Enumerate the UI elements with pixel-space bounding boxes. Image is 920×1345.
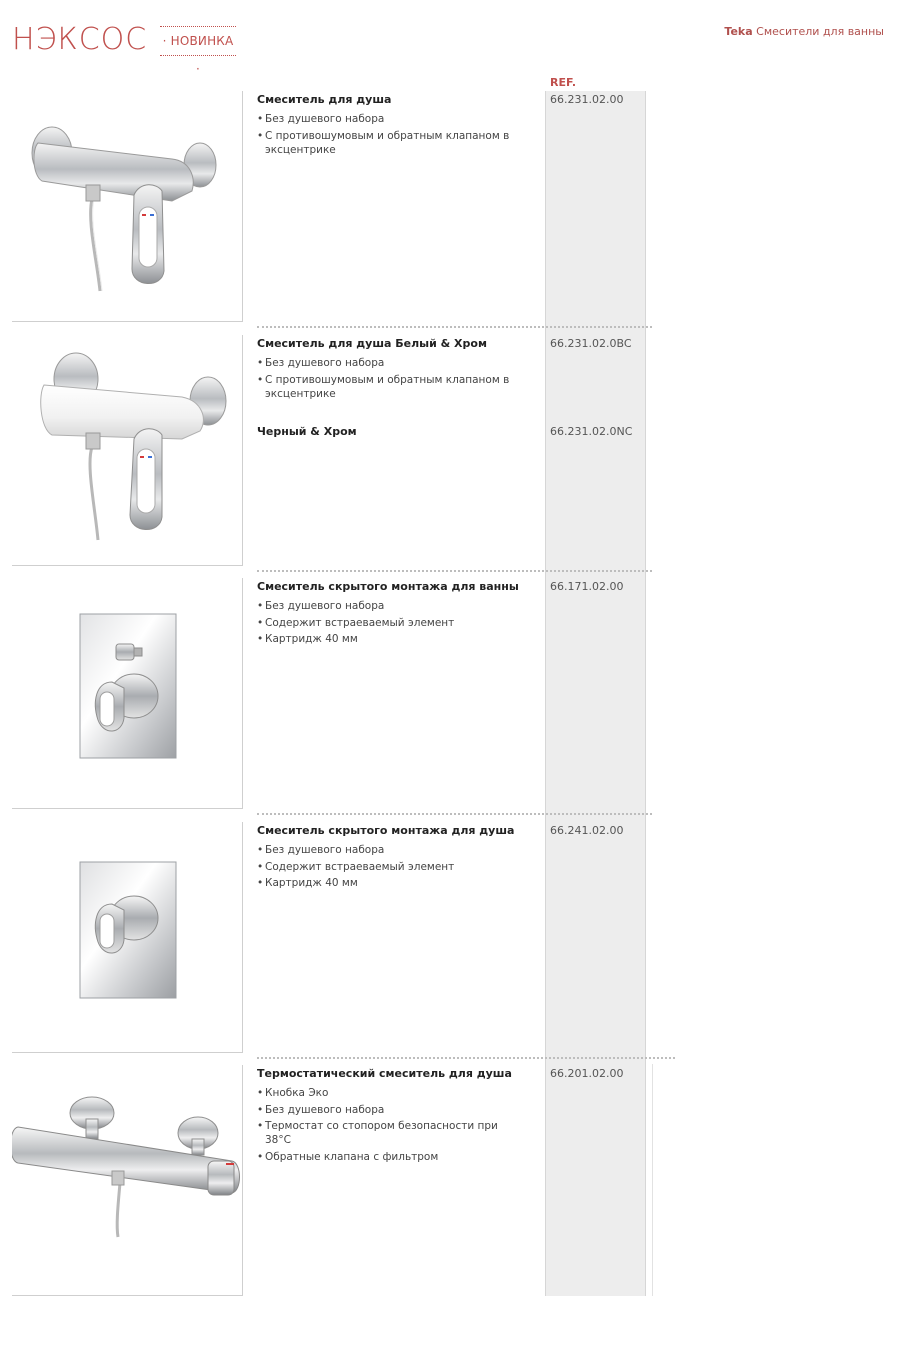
product-title: Смеситель скрытого монтажа для ванны (257, 580, 519, 593)
feature-item: • Без душевого набора (257, 599, 527, 613)
shower-mixer-chrome-icon (12, 91, 242, 321)
ref-column-edge (652, 1064, 653, 1296)
concealed-bath-mixer-icon (12, 578, 242, 808)
ref-column-background (545, 91, 646, 1296)
product-ref: 66.231.02.00 (550, 93, 624, 106)
feature-item: • Картридж 40 мм (257, 632, 527, 646)
feature-list (257, 599, 527, 649)
section-divider (257, 1057, 675, 1059)
brand-name: Teka (724, 25, 753, 38)
feature-item: • Кнобка Эко (257, 1086, 527, 1100)
product-image (12, 91, 243, 322)
ref-column-header: REF. (550, 76, 577, 89)
shower-mixer-white-chrome-icon (12, 335, 242, 565)
thermostatic-shower-mixer-icon (12, 1065, 242, 1295)
product-ref: 66.171.02.00 (550, 580, 624, 593)
feature-item: • Без душевого набора (257, 1103, 527, 1117)
product-image (12, 578, 243, 809)
category-name: Смесители для ванны (756, 25, 884, 38)
product-title: Термостатический смеситель для душа (257, 1067, 512, 1080)
section-divider (257, 813, 652, 815)
product-ref: 66.241.02.00 (550, 824, 624, 837)
page-header-category (724, 25, 884, 38)
product-ref: 66.231.02.0BC (550, 337, 632, 350)
product-title: Смеситель скрытого монтажа для душа (257, 824, 515, 837)
series-title: НЭКСОС (12, 22, 148, 57)
feature-list (257, 843, 527, 893)
feature-item: • Без душевого набора (257, 356, 527, 370)
feature-list (257, 1086, 527, 1166)
feature-item: • Обратные клапана с фильтром (257, 1150, 527, 1164)
variant-title: Черный & Хром (257, 425, 357, 438)
section-divider (257, 326, 652, 328)
feature-list (257, 356, 527, 403)
section-divider (257, 570, 652, 572)
feature-item: • Картридж 40 мм (257, 876, 527, 890)
product-title: Смеситель для душа Белый & Хром (257, 337, 487, 350)
product-title: Смеситель для душа (257, 93, 392, 106)
product-image (12, 335, 243, 566)
feature-item: • Содержит встраеваемый элемент (257, 860, 527, 874)
product-image (12, 822, 243, 1053)
concealed-shower-mixer-icon (12, 822, 242, 1052)
product-ref: 66.201.02.00 (550, 1067, 624, 1080)
product-image (12, 1065, 243, 1296)
feature-item: • С противошумовым и обратным клапаном в эксцентрике (257, 129, 527, 157)
feature-item: • Без душевого набора (257, 112, 527, 126)
variant-ref: 66.231.02.0NC (550, 425, 633, 438)
feature-item: • Содержит встраеваемый элемент (257, 616, 527, 630)
new-badge: · НОВИНКА · (160, 26, 236, 56)
feature-item: • Без душевого набора (257, 843, 527, 857)
feature-list (257, 112, 527, 159)
feature-item: • С противошумовым и обратным клапаном в эксцентрике (257, 373, 527, 401)
feature-item: • Термостат со стопором безопасности при 38°C (257, 1119, 527, 1147)
